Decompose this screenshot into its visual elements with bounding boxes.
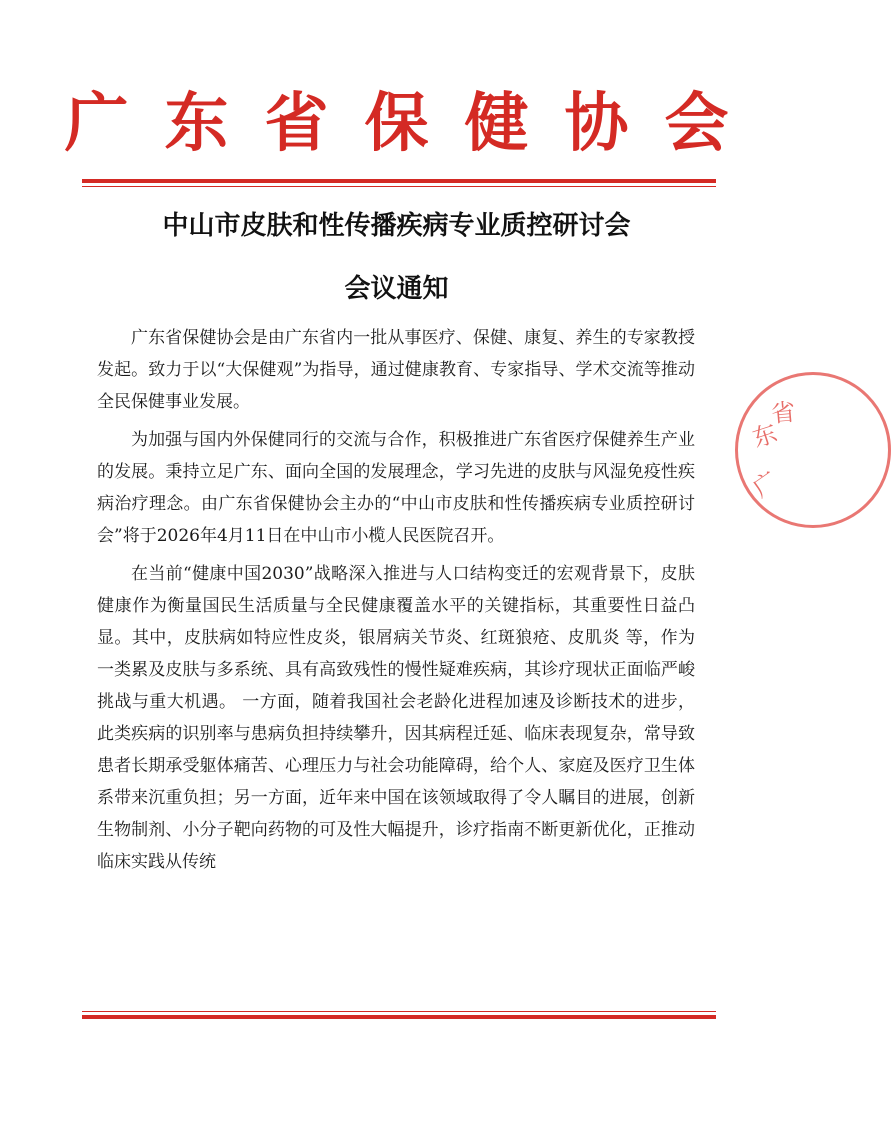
header-divider-thick xyxy=(82,179,716,183)
document-body xyxy=(97,322,695,884)
organization-letterhead: 广东省保健协会 xyxy=(64,86,765,161)
footer-divider-thick xyxy=(82,1015,716,1019)
document-subtitle: 会议通知 xyxy=(344,274,449,304)
paragraph-intro: 广东省保健协会是由广东省内一批从事医疗、保健、康复、养生的专家教授发起。致力于以“大保健观”为指导，通过健康教育、专家指导、学术交流等推动全民保健事业发展。 xyxy=(97,328,695,412)
seal-character: 广 xyxy=(747,466,784,503)
footer-divider-thin xyxy=(82,1011,716,1012)
header-divider-thin xyxy=(82,186,716,187)
paragraph-background: 在当前“健康中国2030”战略深入推进与人口结构变迁的宏观背景下，皮肤健康作为衡量国民生活质量与全民健康覆盖水平的关键指标，其重要性日益凸显。其中，皮肤病如特应性皮炎，银屑病关节炎、红斑狼疮、皮肌炎 等，作为一类累及皮肤与多系统、具有高致残性的慢性疑难疾病，其诊疗现状正面临严峻挑战与重大机遇。 一方面，随着我国社会老龄化进程加速及诊断技术的进步，此类疾病的识别率与患病负担持续攀升，因其病程迁延、临床表现复杂，常导致患者长期承受躯体痛苦、心理压力与社会功能障碍，给个人、家庭及医疗卫生体系带来沉重负担；另一方面，近年来中国在该领域取得了令人瞩目的进展，创新生物制剂、小分子靶向药物的可及性大幅提升，诊疗指南不断更新优化，正推动临床实践从传统 xyxy=(97,564,695,872)
paragraph-event: 为加强与国内外保健同行的交流与合作，积极推进广东省医疗保健养生产业的发展。秉持立足广东、面向全国的发展理念，学习先进的皮肤与风湿免疫性疾病治疗理念。由广东省保健协会主办的“中山市皮肤和性传播疾病专业质控研讨会”将于2026年4月11日在中山市小榄人民医院召开。 xyxy=(97,430,695,546)
seal-character: 东 xyxy=(749,418,781,453)
seal-character: 省 xyxy=(770,397,797,428)
document-title: 中山市皮肤和性传播疾病专业质控研讨会 xyxy=(162,211,631,241)
